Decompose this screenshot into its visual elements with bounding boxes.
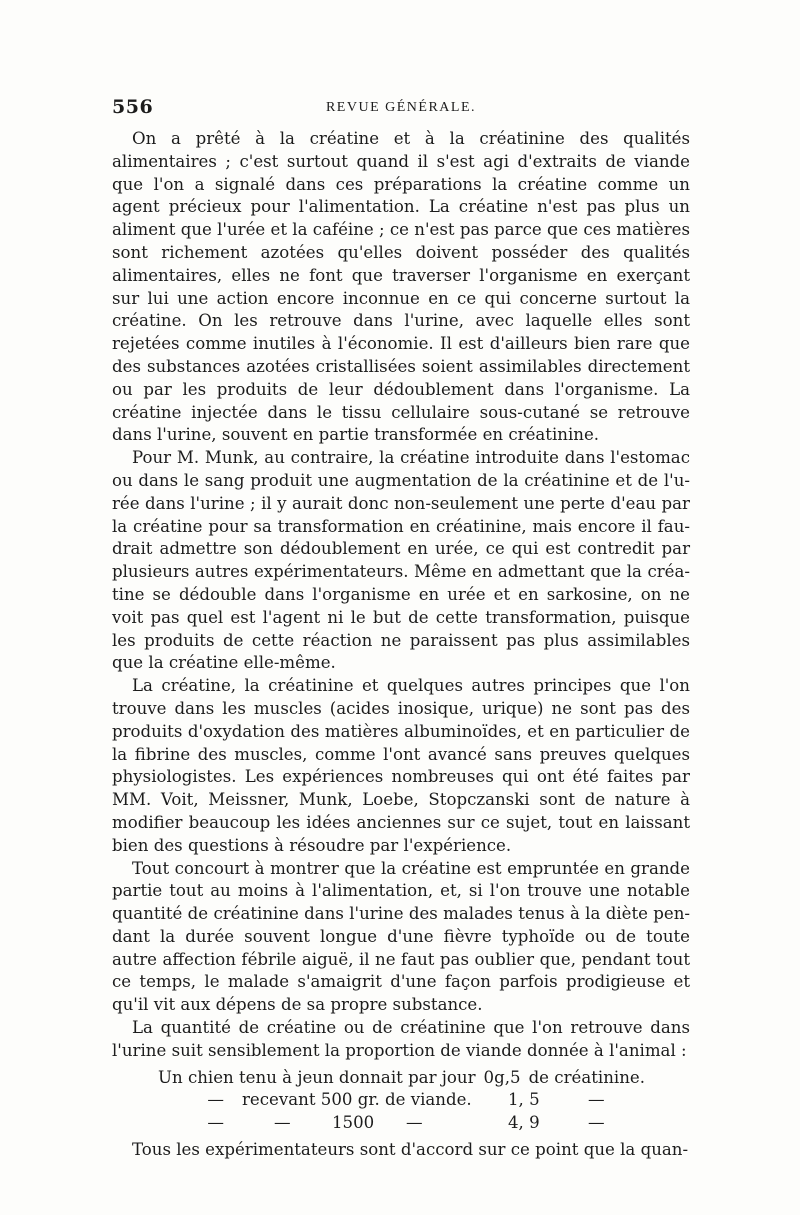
ditto-mark: — (588, 1113, 605, 1133)
table-row (112, 1067, 690, 1090)
ditto-mark: — (207, 1113, 224, 1133)
page-header (112, 96, 690, 120)
paragraph-closing: Tous les expérimentateurs sont d'accord sur ce point que la quan- (132, 1140, 689, 1160)
row-value: 0g,5 (483, 1067, 521, 1087)
row-value: 1, 5 (508, 1090, 540, 1110)
paragraph-quantity: La quantité de créatine ou de créatinine que l'on retrouve dans l'urine suit sensiblement la proportion de viande donnée à l'animal : (112, 1018, 690, 1060)
row-description: recevant 500 gr. de viande. (242, 1090, 472, 1110)
paragraph-oxidation: La créatine, la créatinine et quelques autres principes que l'on trouve dans les muscles (acides inosique, urique) ne sont pas des produits d'oxydation des matières albuminoïdes, et en particulier de la fibrine des muscles, comme l'ont avancé sans preuves quelques physiologistes. Les expériences nombreuses qui ont été faites par MM. Voit, Meissner, Munk, Loebe, Stopczanski sont de nature à modifier beaucoup les idées anciennes sur ce sujet, tout en laissant bien des questions à résoudre par l'expérience. (112, 676, 690, 855)
ditto-mark: — (406, 1113, 423, 1133)
page-number: 556 (112, 96, 154, 118)
running-title: REVUE GÉNÉRALE. (325, 100, 477, 115)
paragraph-creatine-nutrition: On a prêté à la créatine et à la créatinine des qualités alimentaires ; c'est surtout quand il s'est agi d'extraits de viande que l'on a signalé dans ces préparations la créatine comme un agent précieux pour l'alimentation. La créatine n'est pas plus un aliment que l'urée et la caféine ; ce n'est pas parce que ces matières sont richement azotées qu'elles doivent posséder des qualités alimentaires, elles ne font que traverser l'organisme en exerçant sur lui une action encore inconnue en ce qui concerne surtout la créatine. On les retrouve dans l'urine, avec laquelle elles sont rejetées comme inutiles à l'économie. Il est d'ailleurs bien rare que des substances azotées cristallisées soient assimilables directement ou par les produits de leur dédoublement dans l'organisme. La créatine injectée dans le tissu cellulaire sous-cutané se retrouve dans l'urine, souvent en partie transformée en créatinine. (112, 129, 690, 445)
paragraph-alimentation: Tout concourt à montrer que la créatine est empruntée en grande partie tout au moins à l'alimentation, et, si l'on trouve une notable quantité de créatinine dans l'urine des malades tenus à la diète pendant la durée souvent longue d'une fièvre typhoïde ou de toute autre affection fébrile aiguë, il ne faut pas oublier que, pendant tout ce temps, le malade s'amaigrit d'une façon parfois prodigieuse et qu'il vit aux dépens de sa propre substance. (112, 858, 690, 1015)
table-row (112, 1112, 690, 1135)
ditto-mark: — (207, 1090, 224, 1110)
table-row (112, 1089, 690, 1112)
body-text (112, 128, 690, 1162)
ditto-mark: — (588, 1090, 605, 1110)
ditto-mark: — (274, 1113, 291, 1133)
paragraph-munk: Pour M. Munk, au contraire, la créatine introduite dans l'estomac ou dans le sang produit une augmentation de la créatinine et de l'urée dans l'urine ; il y aurait donc non-seulement une perte d'eau par la créatine pour sa transformation en créatinine, mais encore il faudrait admettre son dédoublement en urée, ce qui est contredit par plusieurs autres expérimentateurs. Même en admettant que la créatine se dédouble dans l'organisme en urée et en sarkosine, on ne voit pas quel est l'agent ni le but de cette transformation, puisque les produits de cette réaction ne paraissent pas plus assimilables que la créatine elle-même. (112, 448, 690, 673)
row-unit: de créatinine. (528, 1067, 645, 1087)
row-value: 4, 9 (508, 1113, 540, 1133)
row-description: 1500 (332, 1113, 375, 1133)
row-description: Un chien tenu à jeun donnait par jour (158, 1067, 476, 1087)
dog-creatinine-table (112, 1067, 690, 1135)
